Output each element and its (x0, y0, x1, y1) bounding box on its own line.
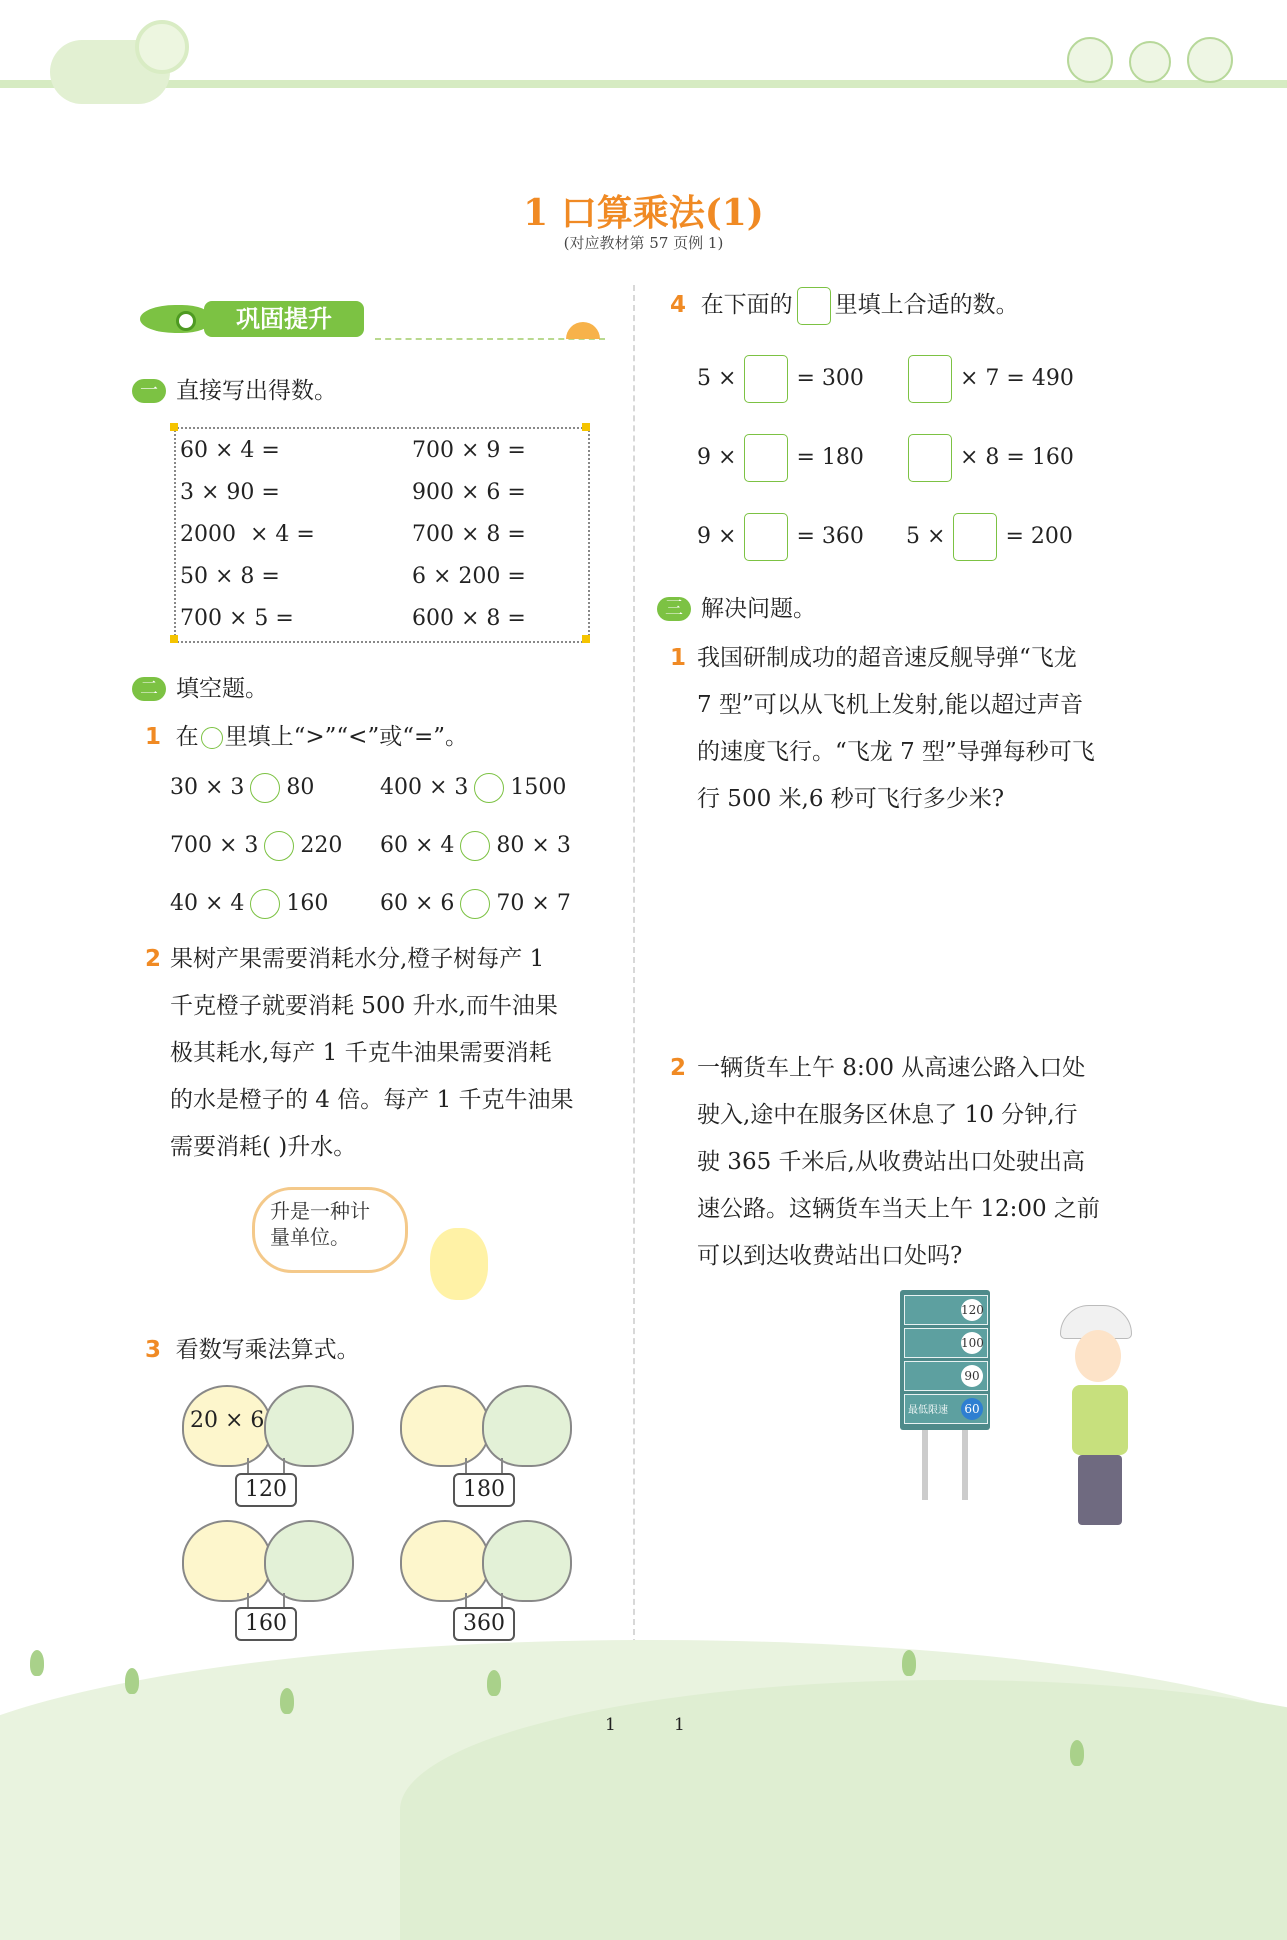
compare-answer-circle[interactable] (474, 773, 504, 803)
tree-icon (125, 1668, 139, 1694)
balloon-tag: 120 (235, 1473, 297, 1507)
sign-number: 60 (961, 1398, 983, 1420)
sign-number: 100 (961, 1332, 983, 1354)
calc-item: 600 × 8 = (412, 606, 526, 631)
bubble-line: 量单位。 (270, 1225, 350, 1249)
p1-line: 7 型”可以从飞机上发射,能以超过声音 (697, 692, 1084, 718)
sign-number: 120 (961, 1299, 983, 1321)
section-banner (132, 295, 372, 343)
sign-number: 90 (961, 1365, 983, 1387)
compare-answer-circle[interactable] (460, 831, 490, 861)
mascot-illustration (430, 1228, 488, 1300)
circle-icon (201, 727, 223, 749)
fill-item (900, 434, 1074, 482)
fill-item (697, 513, 864, 561)
balloon-green (264, 1385, 354, 1467)
box-corner (170, 635, 178, 643)
fill-item (906, 513, 1073, 561)
p2-line: 可以到达收费站出口处吗? (697, 1243, 963, 1269)
fill-answer-box[interactable] (744, 434, 788, 482)
calc-item: 2000 × 4 = (180, 522, 315, 547)
compare-answer-circle[interactable] (250, 889, 280, 919)
tree-icon (280, 1688, 294, 1714)
compare-item (170, 773, 314, 803)
p1-line: 我国研制成功的超音速反舰导弹“飞龙 (697, 645, 1077, 671)
balloon-yellow (182, 1520, 272, 1602)
p2-line: 一辆货车上午 8:00 从高速公路入口处 (697, 1055, 1086, 1081)
q4-text-b: 里填上合适的数。 (834, 292, 1019, 318)
sign-pole (922, 1430, 928, 1500)
blank-box-icon (797, 287, 831, 325)
balloon-tag: 180 (453, 1473, 515, 1507)
fill-answer-box[interactable] (744, 513, 788, 561)
fill-left: 5 × (906, 524, 946, 549)
q1-instruction (145, 714, 468, 761)
q4-text-a: 在下面的 (700, 292, 793, 318)
compare-answer-circle[interactable] (250, 773, 280, 803)
q3-heading (145, 1327, 360, 1374)
calc-item: 6 × 200 = (412, 564, 526, 589)
compare-right: 1500 (510, 775, 567, 800)
sun-decoration (135, 20, 189, 74)
calc-item: 700 × 8 = (412, 522, 526, 547)
section1-badge: 一 (132, 379, 166, 403)
fill-left: 9 × (697, 524, 737, 549)
animal-faces-decoration (1060, 30, 1250, 85)
fill-answer-box[interactable] (908, 434, 952, 482)
section1-heading (132, 372, 337, 405)
police-legs (1078, 1455, 1122, 1525)
p2-line: 速公路。这辆货车当天上午 12:00 之前 (697, 1196, 1100, 1222)
section3-heading (657, 590, 816, 623)
fill-right: × 7 = 490 (960, 366, 1074, 391)
compare-answer-circle[interactable] (264, 831, 294, 861)
balloon-yellow (400, 1385, 490, 1467)
fish-icon (140, 305, 210, 333)
calc-item: 900 × 6 = (412, 480, 526, 505)
page-subtitle: (对应教材第 57 页例 1) (563, 234, 724, 252)
q2-line: 极其耗水,每产 1 千克牛油果需要消耗 (170, 1040, 552, 1066)
police-head (1075, 1330, 1121, 1382)
fill-answer-box[interactable] (908, 355, 952, 403)
page-title: 1 口算乘法(1) (523, 192, 764, 234)
sign-min-label: 最低限速 (908, 1405, 948, 1416)
speech-bubble-text (270, 1198, 400, 1250)
compare-item (170, 889, 328, 919)
calc-item: 50 × 8 = (180, 564, 280, 589)
q3-title: 看数写乘法算式。 (175, 1337, 360, 1363)
box-corner (582, 635, 590, 643)
fill-answer-box[interactable] (953, 513, 997, 561)
tree-icon (487, 1670, 501, 1696)
section1-title: 直接写出得数。 (176, 378, 337, 404)
calc-item: 700 × 5 = (180, 606, 294, 631)
compare-left: 60 × 6 (380, 891, 455, 916)
calc-item: 3 × 90 = (180, 480, 280, 505)
compare-item (380, 831, 571, 861)
compare-left: 400 × 3 (380, 775, 469, 800)
fill-answer-box[interactable] (744, 355, 788, 403)
q3-number: 3 (145, 1337, 162, 1363)
p1-number: 1 (670, 645, 687, 671)
fill-right: × 8 = 160 (960, 445, 1074, 470)
balloon-formula: 20 × 6 (190, 1408, 265, 1433)
section2-heading (132, 670, 268, 703)
q1-text-a: 在 (175, 724, 199, 750)
balloon-green (482, 1385, 572, 1467)
fill-item (697, 434, 864, 482)
q4-number: 4 (670, 292, 687, 318)
calc-item: 60 × 4 = (180, 438, 280, 463)
fill-left: 9 × (697, 445, 737, 470)
q1-number: 1 (145, 724, 162, 750)
q1-text-b: 里填上“>”“<”或“=”。 (224, 724, 469, 750)
fill-right: = 200 (1005, 524, 1073, 549)
fill-item (697, 355, 864, 403)
p2-number: 2 (670, 1055, 687, 1081)
tree-icon (30, 1650, 44, 1676)
compare-left: 40 × 4 (170, 891, 245, 916)
compare-item (380, 773, 566, 803)
box-corner (582, 423, 590, 431)
fill-item (900, 355, 1074, 403)
calc-item: 700 × 9 = (412, 438, 526, 463)
fill-right: = 300 (796, 366, 864, 391)
compare-right: 220 (300, 833, 343, 858)
q2-line: 需要消耗( )升水。 (170, 1134, 357, 1160)
compare-left: 30 × 3 (170, 775, 245, 800)
compare-right: 80 × 3 (496, 833, 571, 858)
balloon-tag: 360 (453, 1607, 515, 1641)
balloon-green (482, 1520, 572, 1602)
compare-left: 60 × 4 (380, 833, 455, 858)
balloon-yellow (400, 1520, 490, 1602)
compare-item (170, 831, 342, 861)
sign-pole (962, 1430, 968, 1500)
compare-answer-circle[interactable] (460, 889, 490, 919)
sign-row (904, 1295, 988, 1325)
p2-line: 驶入,途中在服务区休息了 10 分钟,行 (697, 1102, 1078, 1128)
balloon-tag: 160 (235, 1607, 297, 1641)
police-body (1072, 1385, 1128, 1455)
p1-line: 行 500 米,6 秒可飞行多少米? (697, 786, 1005, 812)
tree-icon (902, 1650, 916, 1676)
q2-line: 果树产果需要消耗水分,橙子树每产 1 (170, 946, 545, 972)
q4-heading (670, 282, 1019, 329)
p1-text (697, 635, 1147, 823)
bubble-line: 升是一种计 (270, 1199, 370, 1223)
sunset-icon (566, 322, 600, 339)
sign-row (904, 1394, 988, 1424)
banner-label: 巩固提升 (204, 301, 364, 337)
q2-text (170, 936, 620, 1171)
p2-line: 驶 365 千米后,从收费站出口处驶出高 (697, 1149, 1085, 1175)
section2-badge: 二 (132, 677, 166, 701)
q2-line: 千克橙子就要消耗 500 升水,而牛油果 (170, 993, 558, 1019)
p2-text (697, 1045, 1147, 1280)
column-divider (633, 285, 635, 1645)
compare-right: 160 (286, 891, 329, 916)
compare-right: 70 × 7 (496, 891, 571, 916)
section2-title: 填空题。 (176, 676, 268, 702)
sign-row (904, 1328, 988, 1358)
q2-line: 的水是橙子的 4 倍。每产 1 千克牛油果 (170, 1087, 574, 1113)
fill-right: = 360 (796, 524, 864, 549)
section3-title: 解决问题。 (701, 596, 816, 622)
compare-left: 700 × 3 (170, 833, 259, 858)
box-corner (170, 423, 178, 431)
fish-eye-icon (176, 311, 196, 331)
compare-item (380, 889, 571, 919)
fill-left: 5 × (697, 366, 737, 391)
q2-number: 2 (145, 946, 162, 972)
page-number-left: 1 (605, 1715, 616, 1735)
tree-icon (1070, 1740, 1084, 1766)
page-number-right: 1 (674, 1715, 685, 1735)
section3-badge: 三 (657, 597, 691, 621)
balloon-green (264, 1520, 354, 1602)
p1-line: 的速度飞行。“飞龙 7 型”导弹每秒可飞 (697, 739, 1095, 765)
fill-right: = 180 (796, 445, 864, 470)
compare-right: 80 (286, 775, 315, 800)
sign-row (904, 1361, 988, 1391)
